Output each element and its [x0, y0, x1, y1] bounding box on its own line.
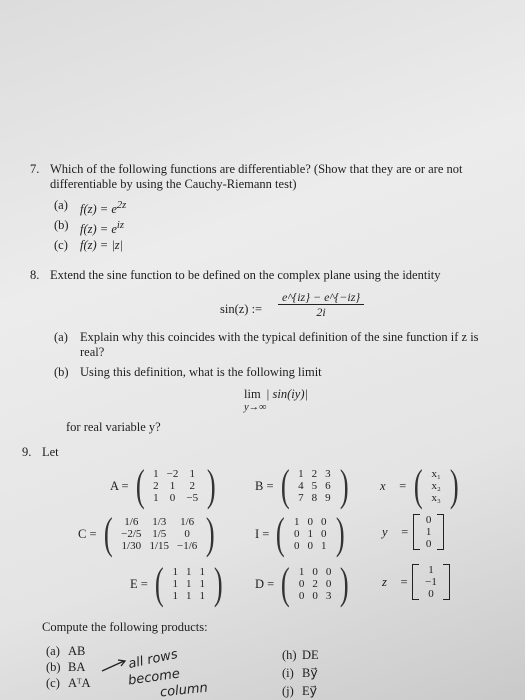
matrix-entry: −2/5 — [121, 528, 142, 540]
q8b-label: (b) — [54, 365, 69, 379]
q7a-expr: $f(z) = e^{2z}$ — [80, 200, 127, 217]
matrix-entry: 9 — [325, 492, 331, 504]
matrix-entry: 0 — [312, 566, 318, 578]
matrix-C-label: C = — [78, 526, 97, 541]
matrix-entry: 1 — [199, 578, 205, 590]
handwritten-note-1: all rows — [126, 646, 180, 673]
matrix-entry: 1 — [199, 590, 205, 602]
matrix-D-label: D = — [255, 576, 275, 591]
vector-z — [382, 564, 450, 600]
matrix-entry: x₁ — [431, 468, 441, 480]
matrix-row — [149, 480, 202, 492]
q7a-label: (a) — [54, 198, 68, 212]
q8-tail-text: for real variable y? — [66, 420, 161, 434]
item-a-label: (a) — [46, 644, 60, 658]
limit-operator: lim — [244, 387, 261, 401]
matrix-C-entries — [117, 516, 201, 552]
right-paren: ) — [206, 509, 215, 558]
matrix-entry: 1/30 — [121, 540, 142, 552]
item-i-label: (i) — [282, 666, 294, 680]
right-paren: ) — [340, 559, 350, 608]
matrix-row — [117, 516, 201, 528]
matrix-E-label: E = — [130, 576, 148, 591]
matrix-row — [428, 480, 445, 492]
matrix-entry: 1/5 — [152, 528, 167, 540]
q8-number: 8. — [30, 268, 40, 282]
matrix-entry: x₂ — [431, 480, 441, 492]
matrix-entry: 1/15 — [149, 540, 169, 552]
handwritten-note-2: become — [127, 666, 181, 689]
matrix-C — [78, 509, 218, 558]
matrix-entry: 1 — [428, 564, 434, 576]
matrix-entry: 2 — [311, 468, 318, 480]
item-b-label: (b) — [46, 660, 61, 674]
item-b-text: BA — [68, 660, 86, 674]
matrix-entry: 0 — [307, 516, 313, 528]
matrix-entry: 1/6 — [180, 516, 195, 528]
left-bracket — [412, 564, 419, 600]
matrix-entry: −1/6 — [177, 540, 198, 552]
item-i-text: By⃗ — [302, 666, 318, 680]
left-paren: ( — [276, 509, 286, 558]
matrix-D — [255, 559, 352, 608]
vector-x-label: x⃗ = — [380, 478, 407, 493]
matrix-entry: 3 — [325, 468, 331, 480]
sine-definition-fraction — [278, 290, 364, 319]
matrix-row — [428, 468, 445, 480]
matrix-entry: 1 — [321, 540, 327, 552]
matrix-I-entries — [290, 516, 331, 552]
matrix-row — [421, 576, 441, 588]
matrix-entry: 1 — [169, 480, 176, 492]
q8a-text-line1: Explain why this coincides with the typical definition of the sine function if z is — [80, 330, 479, 344]
matrix-entry: −2 — [166, 468, 179, 480]
compute-instruction: Compute the following products: — [42, 620, 208, 634]
matrix-entry: 1 — [298, 566, 305, 578]
q7c-expr: f(z) = |z| — [80, 238, 124, 252]
matrix-entry: 1 — [425, 526, 432, 538]
matrix-entry: 0 — [298, 578, 305, 590]
matrix-row — [290, 516, 331, 528]
matrix-entry: 0 — [298, 590, 305, 602]
matrix-row — [117, 540, 201, 552]
matrix-row — [168, 590, 209, 602]
matrix-entry: 4 — [298, 480, 304, 492]
matrix-entry: 1 — [294, 516, 300, 528]
left-paren: ( — [281, 559, 290, 608]
matrix-entry: 3 — [325, 590, 332, 602]
matrix-row — [422, 538, 436, 550]
matrix-entry: 0 — [184, 528, 190, 540]
matrix-row — [421, 588, 441, 600]
item-c-label: (c) — [46, 676, 60, 690]
matrix-E-entries — [168, 566, 209, 602]
matrix-B — [255, 461, 351, 510]
matrix-A-label: A = — [110, 478, 129, 493]
vector-y — [382, 514, 444, 550]
matrix-row — [294, 480, 335, 492]
matrix-row — [428, 492, 445, 504]
item-a-text: AB — [68, 644, 86, 658]
left-paren: ( — [103, 509, 113, 558]
vector-z-label: z⃗ = — [382, 574, 409, 589]
matrix-entry: 2 — [189, 480, 195, 492]
matrix-entry: 0 — [428, 588, 434, 600]
matrix-row — [149, 492, 202, 504]
q7b-expr: $f(z) = e^{iz}$ — [80, 220, 124, 237]
matrix-entry: 0 — [321, 528, 327, 540]
matrix-entry: −1 — [425, 576, 437, 588]
q8a-label: (a) — [54, 330, 68, 344]
matrix-entry: 0 — [425, 538, 432, 550]
q8-text-line1: Extend the sine function to be defined on the complex plane using the identity — [50, 268, 441, 282]
matrix-entry: 0 — [321, 516, 327, 528]
matrix-entry: 1/6 — [124, 516, 139, 528]
matrix-entry: 1 — [185, 578, 192, 590]
handwritten-note-3: column — [159, 680, 209, 700]
matrix-row — [168, 566, 209, 578]
matrix-row — [295, 578, 336, 590]
vector-y-entries — [422, 514, 436, 550]
matrix-entry: 1 — [172, 578, 178, 590]
limit-subscript: y→∞ — [244, 402, 267, 413]
matrix-entry: 0 — [425, 514, 432, 526]
left-paren: ( — [280, 461, 290, 510]
matrix-entry: 0 — [307, 540, 313, 552]
left-bracket — [413, 514, 420, 550]
matrix-row — [149, 468, 202, 480]
right-paren: ) — [339, 461, 349, 510]
matrix-entry: 7 — [298, 492, 304, 504]
vector-z-entries — [421, 564, 441, 600]
matrix-I — [255, 509, 347, 558]
matrix-row — [117, 528, 201, 540]
matrix-B-entries — [294, 468, 335, 504]
matrix-E — [130, 559, 226, 608]
sine-definition-denominator: 2i — [316, 305, 326, 319]
matrix-A — [110, 461, 219, 510]
matrix-entry: 0 — [312, 590, 318, 602]
matrix-entry: 1 — [298, 468, 304, 480]
matrix-B-label: B = — [255, 478, 274, 493]
q9-let: Let — [42, 445, 59, 459]
right-paren: ) — [213, 559, 223, 608]
matrix-row — [294, 492, 335, 504]
matrix-entry: 1 — [153, 468, 159, 480]
matrix-entry: 1 — [153, 492, 159, 504]
matrix-entry: −5 — [186, 492, 199, 504]
matrix-entry: 2 — [312, 578, 318, 590]
matrix-entry: 1 — [189, 468, 195, 480]
matrix-row — [421, 564, 441, 576]
right-paren: ) — [449, 461, 459, 510]
q8b-text-line1: Using this definition, what is the following limit — [80, 365, 322, 379]
matrix-entry: 1/3 — [152, 516, 167, 528]
matrix-row — [295, 590, 336, 602]
item-j-text: Ey⃗ — [302, 684, 318, 698]
matrix-row — [290, 528, 331, 540]
sine-definition-numerator: e^{iz} − e^{−iz} — [278, 290, 364, 305]
item-h-label: (h) — [282, 648, 297, 662]
q7b-label: (b) — [54, 218, 69, 232]
matrix-row — [422, 514, 436, 526]
matrix-A-entries — [149, 468, 202, 504]
right-bracket — [437, 514, 444, 550]
right-bracket — [443, 564, 450, 600]
matrix-entry: x₃ — [431, 492, 441, 504]
vector-y-label: y⃗ = — [382, 524, 409, 539]
matrix-entry: 1 — [307, 528, 313, 540]
matrix-entry: 0 — [294, 528, 300, 540]
q8a-text-line2: real? — [80, 345, 105, 359]
q9-number: 9. — [22, 445, 32, 459]
right-paren: ) — [335, 509, 345, 558]
q7-number: 7. — [30, 162, 40, 176]
matrix-entry: 2 — [153, 480, 159, 492]
vector-x-entries — [428, 468, 445, 504]
matrix-row — [290, 540, 331, 552]
matrix-entry: 1 — [199, 566, 205, 578]
sine-definition-lhs: sin(z) := — [220, 302, 263, 316]
matrix-entry: 0 — [325, 566, 332, 578]
matrix-row — [295, 566, 336, 578]
matrix-row — [168, 578, 209, 590]
handwritten-arrow — [100, 655, 130, 675]
vector-x — [380, 461, 462, 510]
matrix-entry: 0 — [169, 492, 176, 504]
q7-text-line2: differentiable by using the Cauchy-Riemann test) — [50, 177, 297, 191]
matrix-entry: 6 — [325, 480, 331, 492]
matrix-entry: 1 — [172, 566, 178, 578]
matrix-entry: 0 — [294, 540, 300, 552]
right-paren: ) — [207, 461, 216, 510]
left-paren: ( — [154, 559, 164, 608]
item-j-label: (j) — [282, 684, 294, 698]
left-paren: ( — [135, 461, 145, 510]
left-paren: ( — [413, 461, 423, 510]
matrix-entry: 1 — [172, 590, 178, 602]
limit-expression: | sin(iy)| — [266, 387, 308, 401]
q7c-label: (c) — [54, 238, 68, 252]
matrix-entry: 5 — [311, 480, 318, 492]
matrix-entry: 1 — [185, 590, 192, 602]
item-c-text: AᵀA — [68, 676, 91, 690]
matrix-row — [422, 526, 436, 538]
matrix-entry: 8 — [311, 492, 318, 504]
matrix-entry: 1 — [185, 566, 192, 578]
matrix-D-entries — [295, 566, 336, 602]
matrix-I-label: I = — [255, 526, 270, 541]
item-h-text: DE — [302, 648, 319, 662]
matrix-row — [294, 468, 335, 480]
q7-text-line1: Which of the following functions are differentiable? (Show that they are or are not — [50, 162, 463, 176]
matrix-entry: 0 — [325, 578, 332, 590]
